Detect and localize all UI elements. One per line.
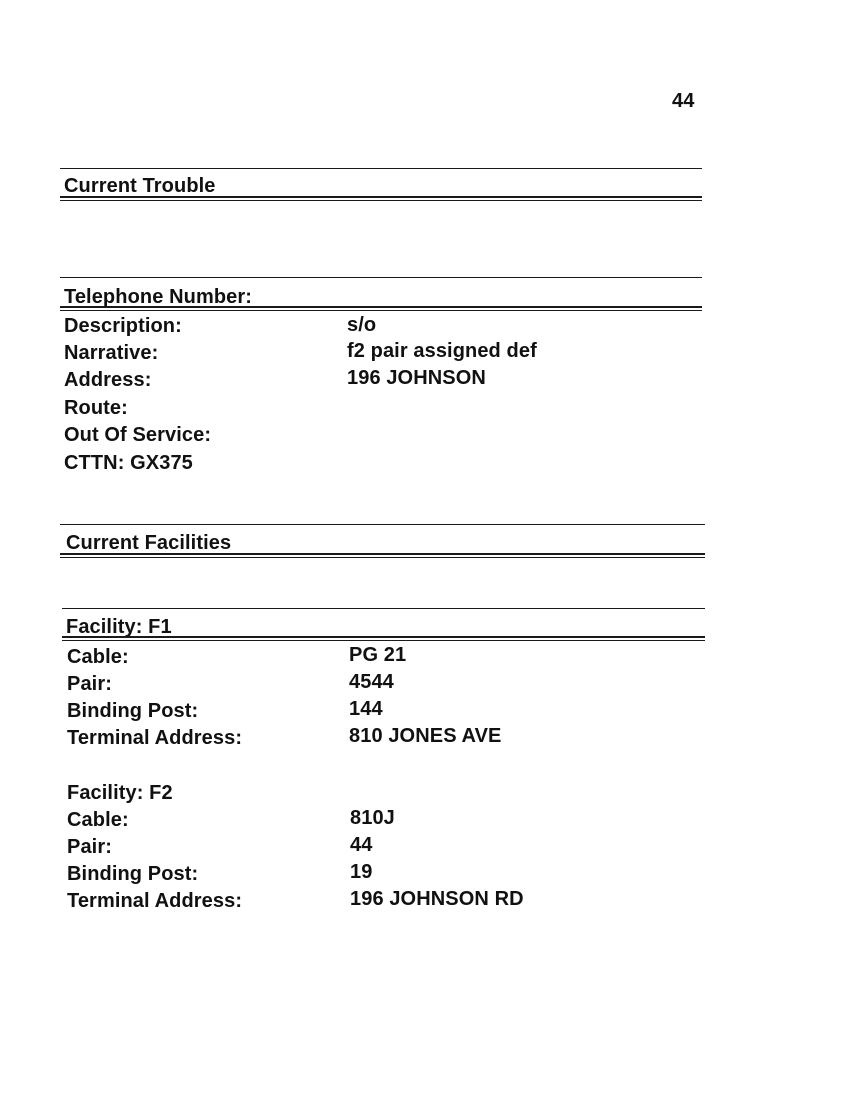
f1-value-terminal-address: 810 JONES AVE xyxy=(349,725,502,747)
f1-label-binding-post: Binding Post: xyxy=(67,700,199,722)
field-label-description: Description: xyxy=(64,315,182,337)
f1-label-cable: Cable: xyxy=(67,646,129,668)
page-number: 44 xyxy=(672,90,695,112)
divider xyxy=(62,636,705,638)
divider xyxy=(60,310,702,311)
f2-value-pair: 44 xyxy=(350,834,373,856)
field-label-address: Address: xyxy=(64,369,152,391)
divider xyxy=(60,306,702,308)
f1-label-pair: Pair: xyxy=(67,673,112,695)
section-heading-facility-f1: Facility: F1 xyxy=(66,616,172,638)
f1-value-cable: PG 21 xyxy=(349,644,407,666)
section-heading-telephone-number: Telephone Number: xyxy=(64,286,253,308)
f1-value-pair: 4544 xyxy=(349,671,394,693)
section-heading-current-facilities: Current Facilities xyxy=(66,532,232,554)
f2-value-binding-post: 19 xyxy=(350,861,373,883)
divider xyxy=(60,524,705,525)
divider xyxy=(60,168,702,169)
field-label-cttn: CTTN: GX375 xyxy=(64,452,193,474)
f2-value-terminal-address: 196 JOHNSON RD xyxy=(350,888,524,910)
field-label-narrative: Narrative: xyxy=(64,342,159,364)
f2-label-cable: Cable: xyxy=(67,809,129,831)
f2-value-cable: 810J xyxy=(350,807,395,829)
f1-label-terminal-address: Terminal Address: xyxy=(67,727,243,749)
divider xyxy=(60,557,705,558)
field-value-description: s/o xyxy=(347,314,377,336)
section-heading-facility-f2: Facility: F2 xyxy=(67,782,173,804)
divider xyxy=(62,640,705,641)
f1-value-binding-post: 144 xyxy=(349,698,383,720)
divider xyxy=(60,277,702,278)
f2-label-binding-post: Binding Post: xyxy=(67,863,199,885)
f2-label-terminal-address: Terminal Address: xyxy=(67,890,243,912)
f2-label-pair: Pair: xyxy=(67,836,112,858)
field-label-route: Route: xyxy=(64,397,128,419)
field-value-narrative: f2 pair assigned def xyxy=(347,340,537,362)
divider xyxy=(60,196,702,198)
divider xyxy=(62,608,705,609)
field-value-address: 196 JOHNSON xyxy=(347,367,486,389)
field-label-out-of-service: Out Of Service: xyxy=(64,424,212,446)
divider xyxy=(60,553,705,555)
divider xyxy=(60,200,702,201)
section-heading-current-trouble: Current Trouble xyxy=(64,175,216,197)
